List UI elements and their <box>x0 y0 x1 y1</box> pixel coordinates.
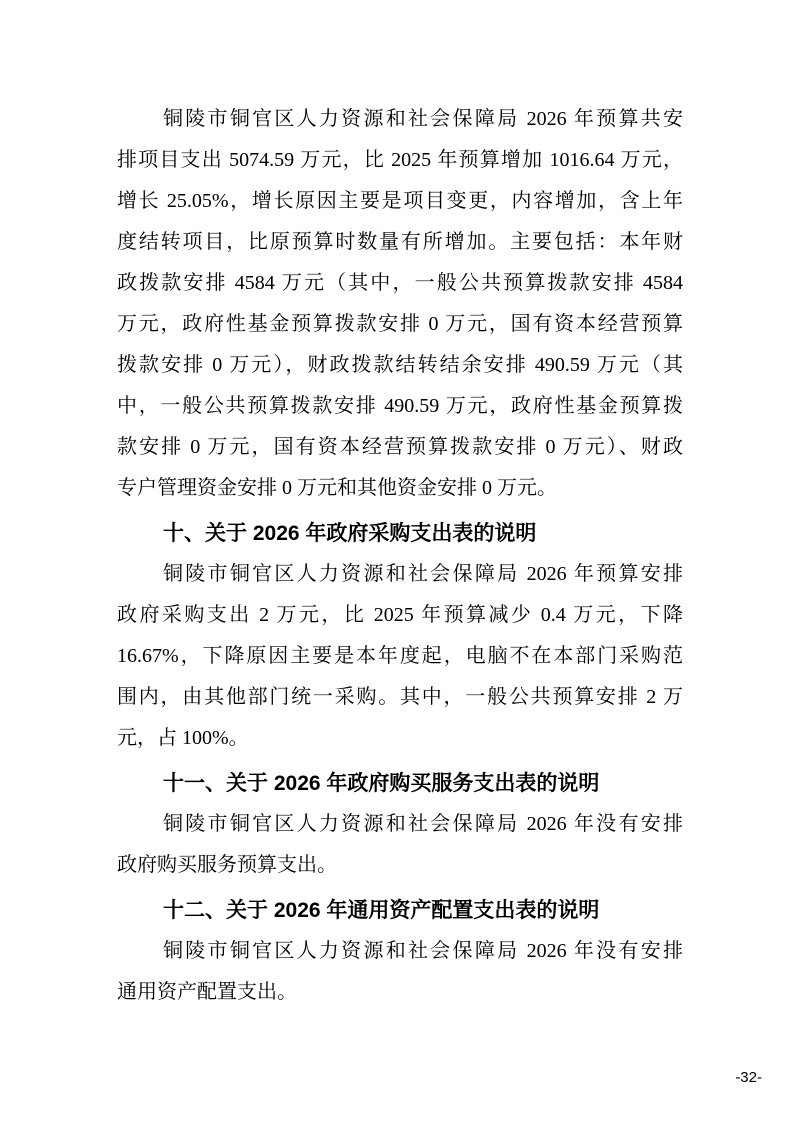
paragraph-line: 排项目支出 5074.59 万元，比 2025 年预算增加 1016.64 万元， <box>117 149 683 171</box>
paragraph-line: 铜陵市铜官区人力资源和社会保障局 2026 年没有安排 <box>163 940 683 962</box>
section-heading: 十二、关于 2026 年通用资产配置支出表的说明 <box>163 899 600 922</box>
paragraph-line: 铜陵市铜官区人力资源和社会保障局 2026 年预算安排 <box>163 563 683 585</box>
paragraph-line: 铜陵市铜官区人力资源和社会保障局 2026 年没有安排 <box>163 813 683 835</box>
paragraph-line: 增长 25.05%，增长原因主要是项目变更，内容增加，含上年 <box>117 190 683 212</box>
paragraph-line: 政府购买服务预算支出。 <box>117 854 337 876</box>
page-content <box>117 99 683 1013</box>
paragraph-line: 元，占 100%。 <box>117 727 249 749</box>
paragraph-line: 度结转项目，比原预算时数量有所增加。主要包括：本年财 <box>117 231 683 253</box>
section-heading: 十、关于 2026 年政府采购支出表的说明 <box>163 522 537 545</box>
section-heading: 十一、关于 2026 年政府购买服务支出表的说明 <box>163 772 600 795</box>
paragraph-line: 政拨款安排 4584 万元（其中，一般公共预算拨款安排 4584 <box>117 272 683 294</box>
paragraph-line: 专户管理资金安排 0 万元和其他资金安排 0 万元。 <box>117 477 557 499</box>
paragraph-line: 拨款安排 0 万元），财政拨款结转结余安排 490.59 万元（其 <box>117 354 683 376</box>
paragraph-line: 中，一般公共预算拨款安排 490.59 万元，政府性基金预算拨 <box>117 395 683 417</box>
paragraph-line: 政府采购支出 2 万元，比 2025 年预算减少 0.4 万元，下降 <box>117 604 683 626</box>
paragraph-line: 款安排 0 万元，国有资本经营预算拨款安排 0 万元）、财政 <box>117 436 683 458</box>
paragraph-line: 铜陵市铜官区人力资源和社会保障局 2026 年预算共安 <box>163 108 683 130</box>
paragraph-line: 16.67%，下降原因主要是本年度起，电脑不在本部门采购范 <box>117 645 683 667</box>
paragraph-line: 围内，由其他部门统一采购。其中，一般公共预算安排 2 万 <box>117 686 683 708</box>
page-number: -32- <box>735 1069 762 1086</box>
paragraph-line: 通用资产配置支出。 <box>117 981 297 1003</box>
paragraph-line: 万元，政府性基金预算拨款安排 0 万元，国有资本经营预算 <box>117 313 683 335</box>
